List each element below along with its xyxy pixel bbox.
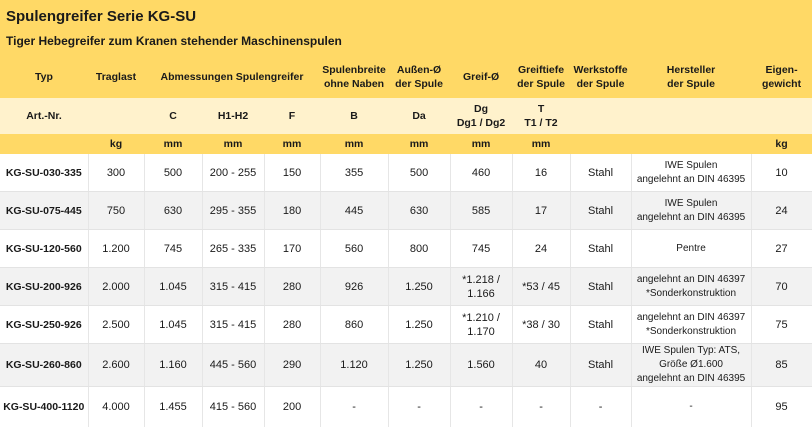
table-cell: 630 (144, 192, 202, 230)
table-cell: 10 (751, 154, 812, 192)
table-cell: 1.045 (144, 306, 202, 344)
col-symbol-0: Art.-Nr. (0, 98, 88, 134)
table-cell: angelehnt an DIN 46397 *Sonderkonstruktion (631, 268, 751, 306)
header-row-main (0, 55, 812, 98)
col-unit-4: mm (264, 134, 320, 154)
spec-table (0, 55, 812, 427)
col-unit-8: mm (512, 134, 570, 154)
table-cell: - (320, 387, 388, 427)
table-cell: IWE Spulen angelehnt an DIN 46395 (631, 192, 751, 230)
table-cell: 290 (264, 344, 320, 387)
table-cell: - (450, 387, 512, 427)
table-cell: - (388, 387, 450, 427)
table-cell: 24 (512, 230, 570, 268)
table-body (0, 154, 812, 427)
table-cell: 315 - 415 (202, 268, 264, 306)
col-header-eigengewicht: Eigen- gewicht (751, 55, 812, 98)
article-number: KG-SU-260-860 (0, 344, 88, 387)
table-cell: 180 (264, 192, 320, 230)
table-row (0, 387, 812, 427)
table-row (0, 268, 812, 306)
article-number: KG-SU-075-445 (0, 192, 88, 230)
table-cell: - (570, 387, 631, 427)
table-row (0, 230, 812, 268)
col-header-aussen-d: Außen-Ø der Spule (388, 55, 450, 98)
table-cell: Stahl (570, 192, 631, 230)
table-cell: 2.500 (88, 306, 144, 344)
article-number: KG-SU-030-335 (0, 154, 88, 192)
col-symbol-4: F (264, 98, 320, 134)
table-cell: 2.600 (88, 344, 144, 387)
table-cell: 280 (264, 306, 320, 344)
table-cell: 745 (450, 230, 512, 268)
table-cell: *1.218 / 1.166 (450, 268, 512, 306)
table-cell: 1.250 (388, 344, 450, 387)
table-cell: *1.210 / 1.170 (450, 306, 512, 344)
table-cell: 630 (388, 192, 450, 230)
table-cell: 16 (512, 154, 570, 192)
col-header-werkstoffe: Werkstoffe der Spule (570, 55, 631, 98)
table-cell: 445 - 560 (202, 344, 264, 387)
col-symbol-6: Da (388, 98, 450, 134)
col-unit-10 (631, 134, 751, 154)
col-symbol-3: H1-H2 (202, 98, 264, 134)
table-cell: 1.120 (320, 344, 388, 387)
table-cell: 170 (264, 230, 320, 268)
title-block (0, 0, 812, 55)
table-cell: 355 (320, 154, 388, 192)
article-number: KG-SU-400-1120 (0, 387, 88, 427)
table-cell: 70 (751, 268, 812, 306)
col-symbol-1 (88, 98, 144, 134)
table-cell: 1.200 (88, 230, 144, 268)
table-cell: 95 (751, 387, 812, 427)
table-row (0, 344, 812, 387)
header-row-symbols (0, 98, 812, 134)
table-cell: 27 (751, 230, 812, 268)
table-cell: 750 (88, 192, 144, 230)
table-cell: IWE Spulen Typ: ATS, Größe Ø1.600 angelehnt an DIN 46395 (631, 344, 751, 387)
table-cell: 24 (751, 192, 812, 230)
table-cell: Stahl (570, 268, 631, 306)
table-row (0, 306, 812, 344)
col-symbol-9 (570, 98, 631, 134)
table-cell: 200 (264, 387, 320, 427)
table-cell: angelehnt an DIN 46397 *Sonderkonstruktion (631, 306, 751, 344)
table-cell: 415 - 560 (202, 387, 264, 427)
col-symbol-5: B (320, 98, 388, 134)
table-cell: 295 - 355 (202, 192, 264, 230)
table-cell: Stahl (570, 230, 631, 268)
page-title: Spulengreifer Serie KG-SU (6, 8, 812, 26)
table-cell: 1.250 (388, 306, 450, 344)
col-unit-9 (570, 134, 631, 154)
table-cell: 75 (751, 306, 812, 344)
table-cell: 860 (320, 306, 388, 344)
col-unit-5: mm (320, 134, 388, 154)
table-cell: Pentre (631, 230, 751, 268)
table-cell: *38 / 30 (512, 306, 570, 344)
col-symbol-7: Dg Dg1 / Dg2 (450, 98, 512, 134)
table-cell: 560 (320, 230, 388, 268)
col-symbol-8: T T1 / T2 (512, 98, 570, 134)
table-cell: 445 (320, 192, 388, 230)
table-cell: 500 (388, 154, 450, 192)
table-cell: - (512, 387, 570, 427)
table-cell: 1.560 (450, 344, 512, 387)
col-unit-1: kg (88, 134, 144, 154)
table-cell: 265 - 335 (202, 230, 264, 268)
table-cell: 315 - 415 (202, 306, 264, 344)
table-cell: 1.455 (144, 387, 202, 427)
table-cell: 40 (512, 344, 570, 387)
article-number: KG-SU-200-926 (0, 268, 88, 306)
table-cell: 500 (144, 154, 202, 192)
table-cell: 926 (320, 268, 388, 306)
table-cell: 300 (88, 154, 144, 192)
table-cell: Stahl (570, 306, 631, 344)
col-header-typ: Typ (0, 55, 88, 98)
col-header-traglast: Traglast (88, 55, 144, 98)
article-number: KG-SU-120-560 (0, 230, 88, 268)
header-row-units (0, 134, 812, 154)
table-cell: 2.000 (88, 268, 144, 306)
table-cell: 85 (751, 344, 812, 387)
col-header-spulenbreite: Spulenbreite ohne Naben (320, 55, 388, 98)
table-cell: 1.045 (144, 268, 202, 306)
table-cell: IWE Spulen angelehnt an DIN 46395 (631, 154, 751, 192)
col-unit-3: mm (202, 134, 264, 154)
table-cell: Stahl (570, 154, 631, 192)
table-cell: 1.160 (144, 344, 202, 387)
table-row (0, 154, 812, 192)
table-cell: 800 (388, 230, 450, 268)
table-cell: 1.250 (388, 268, 450, 306)
col-unit-7: mm (450, 134, 512, 154)
table-cell: Stahl (570, 344, 631, 387)
table-cell: 4.000 (88, 387, 144, 427)
article-number: KG-SU-250-926 (0, 306, 88, 344)
table-cell: 280 (264, 268, 320, 306)
col-header-greif-d: Greif-Ø (450, 55, 512, 98)
col-symbol-2: C (144, 98, 202, 134)
table-cell: - (631, 387, 751, 427)
col-unit-11: kg (751, 134, 812, 154)
col-header-hersteller: Hersteller der Spule (631, 55, 751, 98)
table-cell: 200 - 255 (202, 154, 264, 192)
col-header-abmessungen: Abmessungen Spulengreifer (144, 55, 320, 98)
col-symbol-11 (751, 98, 812, 134)
table-cell: 460 (450, 154, 512, 192)
col-header-greiftiefe: Greiftiefe der Spule (512, 55, 570, 98)
col-unit-2: mm (144, 134, 202, 154)
col-unit-6: mm (388, 134, 450, 154)
col-symbol-10 (631, 98, 751, 134)
table-cell: *53 / 45 (512, 268, 570, 306)
table-cell: 150 (264, 154, 320, 192)
table-row (0, 192, 812, 230)
page-subtitle: Tiger Hebegreifer zum Kranen stehender Maschinenspulen (6, 33, 812, 49)
table-cell: 17 (512, 192, 570, 230)
table-cell: 745 (144, 230, 202, 268)
table-cell: 585 (450, 192, 512, 230)
col-unit-0 (0, 134, 88, 154)
